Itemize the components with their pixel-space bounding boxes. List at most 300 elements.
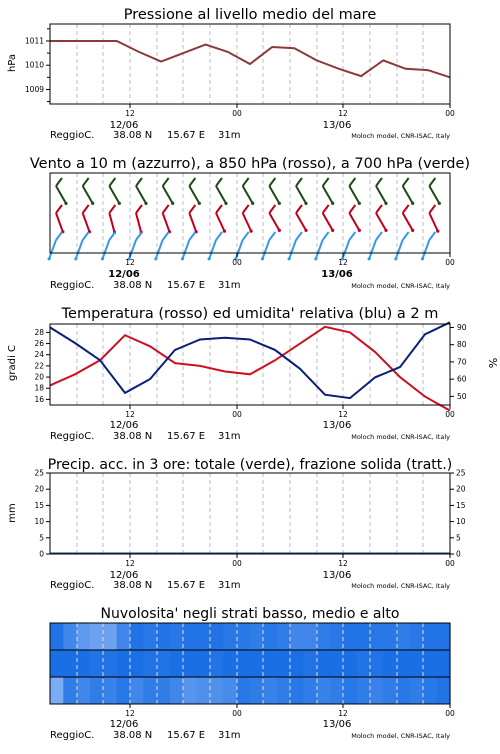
cloud-cell: [277, 623, 291, 650]
wind-barb-tip: [144, 202, 147, 205]
y-tick-label: 10: [34, 517, 44, 527]
cloud-cell: [117, 623, 131, 650]
wind-barb-shaft: [189, 213, 196, 232]
cloud-cell: [223, 650, 237, 677]
wind-barb-tip: [288, 257, 291, 260]
wind-barb-shaft: [403, 213, 413, 230]
wind-barb-shaft: [403, 186, 413, 203]
wind-barb-flag: [136, 178, 142, 186]
y-tick-label: 16: [34, 394, 44, 404]
wind-barb-flag: [109, 232, 115, 240]
cloud-cell: [143, 623, 157, 650]
wind-barb-shaft: [316, 240, 323, 259]
cloud-cell: [357, 650, 371, 677]
pressure-title: Pressione al livello medio del mare: [123, 7, 377, 23]
rh-y-label: %: [486, 357, 499, 369]
wind-barb-flag: [296, 232, 302, 240]
y-right-tick-label: 60: [457, 374, 467, 384]
wind-barb-shaft: [376, 186, 386, 203]
x-tick-label: 00: [445, 709, 455, 718]
wind-barb-tip: [314, 257, 317, 260]
pressure-panel: [7, 7, 455, 141]
cloud-cell: [437, 677, 451, 704]
cloud-cell: [317, 623, 331, 650]
cloud-cell: [330, 677, 344, 704]
cloud-cell: [90, 650, 104, 677]
wind-barb: [349, 178, 361, 205]
wind-barb-shaft: [396, 240, 403, 259]
cloud-cell: [183, 623, 197, 650]
cloud-cell: [437, 650, 451, 677]
wind-barb-shaft: [269, 213, 279, 230]
wind-barb-shaft: [243, 213, 251, 231]
wind-barb-flag: [163, 205, 169, 213]
cloud-cell: [183, 650, 197, 677]
clouds-date-label: 12/06: [109, 719, 139, 730]
wind-barb-flag: [429, 232, 435, 240]
wind-barb-flag: [163, 178, 169, 186]
wind-barb-shaft: [83, 186, 93, 203]
wind-barb-shaft: [216, 186, 226, 203]
cloud-cell: [237, 650, 251, 677]
x-tick-label: 00: [445, 559, 455, 568]
temp-rh-x-ticks: [125, 405, 455, 419]
cloud-cell: [423, 623, 437, 650]
y-right-tick-label: 25: [456, 468, 466, 478]
y-right-tick-label: 20: [456, 484, 466, 494]
wind-barb-tip: [331, 202, 334, 205]
wind-barb-flag: [296, 205, 302, 213]
cloud-cell: [397, 677, 411, 704]
wind-barb: [314, 232, 328, 260]
wind-barb-flag: [189, 232, 195, 240]
cloud-cell: [143, 650, 157, 677]
wind-barb: [269, 205, 281, 232]
wind-barb-tip: [250, 230, 253, 233]
cloud-cell: [197, 623, 211, 650]
wind-barb-flag: [323, 205, 329, 213]
clouds-location-name: ReggioC.: [50, 730, 95, 741]
wind-barb-flag: [56, 205, 62, 213]
wind-barb: [83, 205, 91, 233]
wind-barb: [109, 205, 116, 234]
wind-barb-flag: [216, 178, 222, 186]
cloud-cell: [357, 677, 371, 704]
wind-barb: [243, 205, 253, 233]
x-tick-label: 00: [445, 410, 455, 419]
y-right-tick-label: 15: [456, 500, 466, 510]
wind-barb-flag: [349, 178, 355, 186]
wind-barb-flag: [269, 205, 275, 213]
wind-barb: [403, 205, 415, 232]
precip-y-ticks: [34, 469, 465, 559]
pressure-location-name: ReggioC.: [50, 130, 95, 141]
temp-rh-title: Temperatura (rosso) ed umidita' relativa (blu) a 2 m: [61, 306, 439, 322]
cloud-cell: [157, 650, 171, 677]
cloud-cell: [77, 677, 91, 704]
rh-y-ticks: [450, 323, 467, 401]
wind-barb-shaft: [349, 186, 359, 203]
y-tick-label: 18: [34, 383, 44, 393]
wind-barb-flag: [216, 232, 222, 240]
y-tick-label: 15: [34, 500, 44, 510]
x-tick-label: 12: [125, 709, 135, 718]
clouds-heatmap: [50, 623, 451, 704]
x-tick-label: 12: [125, 109, 135, 118]
cloud-cell: [130, 677, 144, 704]
x-tick-label: 00: [445, 258, 455, 267]
cloud-cell: [397, 623, 411, 650]
wind-barb: [154, 232, 168, 260]
temp-rh-model-credit: Moloch model, CNR-ISAC, Italy: [351, 433, 450, 441]
wind-barb-tip: [304, 202, 307, 205]
clouds-model-credit: Moloch model, CNR-ISAC, Italy: [351, 732, 450, 740]
cloud-cell: [370, 677, 384, 704]
wind-barb-flag: [163, 232, 169, 240]
wind-barb: [296, 205, 308, 232]
cloud-cell: [63, 677, 77, 704]
wind-barb-flag: [323, 178, 329, 186]
cloud-cell: [290, 650, 304, 677]
wind-gridlines: [77, 173, 423, 253]
wind-barb-flag: [403, 178, 409, 186]
wind-barb: [323, 205, 335, 232]
cloud-cell: [410, 623, 424, 650]
wind-barb-shaft: [76, 240, 83, 259]
wind-barb-shaft: [136, 186, 146, 203]
wind-barb-tip: [181, 257, 184, 260]
wind-panel: [30, 156, 470, 291]
precip-y-label: mm: [7, 503, 18, 523]
cloud-cell: [410, 677, 424, 704]
wind-barb-shaft: [56, 186, 66, 203]
wind-barb: [243, 178, 255, 205]
wind-barb-shaft: [102, 240, 109, 259]
wind-barb: [56, 205, 64, 233]
wind-title: Vento a 10 m (azzurro), a 850 hPa (rosso), a 700 hPa (verde): [29, 156, 471, 172]
wind-barb: [109, 178, 121, 205]
y-tick-label: 22: [34, 361, 44, 371]
wind-barb-flag: [403, 232, 409, 240]
wind-barb: [376, 205, 388, 232]
clouds-location-alt: 31m: [218, 730, 241, 741]
pressure-model-credit: Moloch model, CNR-ISAC, Italy: [351, 132, 450, 140]
wind-barb-tip: [64, 202, 67, 205]
wind-barb-tip: [74, 257, 77, 260]
clouds-title: Nuvolosita' negli strati basso, medio e alto: [100, 606, 400, 622]
cloud-cell: [77, 650, 91, 677]
wind-barb-shaft: [429, 186, 439, 203]
wind-barb-shaft: [136, 213, 141, 232]
x-tick-label: 12: [125, 258, 135, 267]
x-tick-label: 12: [338, 559, 348, 568]
wind-barb-tip: [436, 230, 439, 233]
temp-rh-panel: [7, 306, 499, 442]
cloud-cell: [277, 650, 291, 677]
wind-barb-tip: [384, 229, 387, 232]
wind-barb: [189, 205, 197, 233]
wind-barb: [403, 178, 415, 205]
temp-rh-location-lat: 38.08 N: [113, 431, 153, 442]
wind-barb-flag: [83, 205, 89, 213]
temp-y-ticks: [34, 328, 50, 404]
wind-barb: [163, 205, 171, 233]
x-tick-label: 00: [232, 709, 242, 718]
wind-barb-tip: [208, 257, 211, 260]
wind-barb-tip: [411, 202, 414, 205]
wind-barb-shaft: [109, 186, 119, 203]
wind-barb-tip: [251, 202, 254, 205]
clouds-date-label: 13/06: [322, 719, 352, 730]
wind-barb: [394, 232, 408, 260]
wind-barb: [136, 178, 148, 205]
y-right-tick-label: 10: [456, 517, 466, 527]
cloud-cell: [90, 677, 104, 704]
pressure-x-ticks: [125, 104, 455, 118]
cloud-cell: [410, 650, 424, 677]
cloud-cell: [277, 677, 291, 704]
wind-barb-tip: [394, 257, 397, 260]
wind-barb: [429, 178, 441, 205]
y-right-tick-label: 50: [457, 391, 467, 401]
precip-location-name: ReggioC.: [50, 580, 95, 591]
pressure-y-label: hPa: [7, 53, 18, 73]
wind-barb-flag: [376, 205, 382, 213]
wind-barb-shaft: [269, 186, 279, 203]
wind-barb: [74, 232, 88, 260]
wind-barb: [83, 178, 95, 205]
cloud-cell: [290, 677, 304, 704]
wind-barb: [296, 178, 308, 205]
wind-barb-flag: [109, 205, 115, 213]
precip-x-ticks: [125, 554, 455, 568]
cloud-cell: [317, 677, 331, 704]
wind-model-credit: Moloch model, CNR-ISAC, Italy: [351, 282, 450, 290]
wind-barb-tip: [384, 202, 387, 205]
wind-barb-tip: [118, 202, 121, 205]
humidity-series-line: [50, 322, 450, 398]
wind-barb-flag: [376, 232, 382, 240]
cloud-cell: [290, 623, 304, 650]
wind-barb-tip: [421, 257, 424, 260]
y-tick-label: 1010: [24, 60, 44, 70]
wind-barb-flag: [243, 205, 249, 213]
cloud-cell: [157, 623, 171, 650]
cloud-cell: [343, 677, 357, 704]
cloud-cell: [437, 623, 451, 650]
cloud-cell: [303, 677, 317, 704]
cloud-cell: [103, 677, 117, 704]
wind-barb-tip: [154, 257, 157, 260]
wind-barb-tip: [171, 202, 174, 205]
cloud-cell: [330, 650, 344, 677]
wind-barb: [376, 178, 388, 205]
cloud-cell: [263, 677, 277, 704]
cloud-cell: [370, 623, 384, 650]
wind-barb: [269, 178, 281, 205]
precip-title: Precip. acc. in 3 ore: totale (verde), frazione solida (tratt.): [47, 457, 453, 473]
wind-barb: [189, 178, 201, 205]
cloud-cell: [343, 650, 357, 677]
cloud-cell: [183, 677, 197, 704]
wind-barb-shaft: [209, 240, 216, 259]
temp-rh-frame: [50, 324, 450, 405]
y-tick-label: 24: [34, 350, 44, 360]
wind-barb-shaft: [156, 240, 163, 259]
y-right-tick-label: 70: [457, 357, 467, 367]
wind-barb-tip: [368, 257, 371, 260]
cloud-cell: [63, 623, 77, 650]
wind-barb-shaft: [163, 186, 173, 203]
cloud-cell: [223, 623, 237, 650]
wind-barb-flag: [109, 178, 115, 186]
x-tick-label: 12: [338, 109, 348, 118]
wind-barb-shaft: [189, 186, 199, 203]
wind-barb-flag: [376, 178, 382, 186]
wind-barb-tip: [261, 257, 264, 260]
cloud-cell: [330, 623, 344, 650]
cloud-cell: [383, 677, 397, 704]
cloud-cell: [143, 677, 157, 704]
precip-model-credit: Moloch model, CNR-ISAC, Italy: [351, 582, 450, 590]
wind-date-label: 12/06: [108, 269, 140, 280]
wind-barb-shaft: [429, 213, 437, 231]
cloud-cell: [237, 677, 251, 704]
wind-location-name: ReggioC.: [50, 280, 95, 291]
clouds-location-lat: 38.08 N: [113, 730, 153, 741]
pressure-date-label: 12/06: [109, 120, 139, 131]
cloud-cell: [117, 677, 131, 704]
cloud-cell: [210, 623, 224, 650]
wind-barb-shaft: [109, 213, 114, 232]
cloud-cell: [237, 623, 251, 650]
wind-barb-tip: [438, 202, 441, 205]
wind-barb: [429, 205, 439, 233]
x-tick-label: 12: [125, 410, 135, 419]
cloud-cell: [210, 677, 224, 704]
wind-barb-flag: [56, 178, 62, 186]
y-tick-label: 0: [39, 549, 44, 559]
wind-barb-shaft: [83, 213, 90, 232]
cloud-cell: [63, 650, 77, 677]
wind-barb-flag: [429, 205, 435, 213]
y-tick-label: 20: [34, 372, 44, 382]
wind-barb-flag: [243, 178, 249, 186]
cloud-cell: [223, 677, 237, 704]
wind-barb: [136, 205, 143, 234]
x-tick-label: 00: [445, 109, 455, 118]
cloud-cell: [170, 677, 184, 704]
wind-date-label: 13/06: [321, 269, 353, 280]
wind-barb-shaft: [296, 213, 306, 230]
cloud-cell: [343, 623, 357, 650]
cloud-cell: [250, 677, 264, 704]
wind-barb: [216, 205, 226, 233]
wind-barb-flag: [323, 232, 329, 240]
wind-barbs: [48, 178, 441, 260]
wind-barb-shaft: [243, 186, 253, 203]
wind-barb: [323, 178, 335, 205]
wind-barb-tip: [304, 229, 307, 232]
wind-barb-tip: [411, 229, 414, 232]
pressure-location-lat: 38.08 N: [113, 130, 153, 141]
cloud-cell: [397, 650, 411, 677]
cloud-cell: [357, 623, 371, 650]
precip-location-lon: 15.67 E: [167, 580, 206, 591]
wind-barb-flag: [136, 232, 142, 240]
temp-rh-location-alt: 31m: [218, 431, 241, 442]
wind-barb-tip: [101, 257, 104, 260]
y-right-tick-label: 5: [456, 533, 461, 543]
x-tick-label: 00: [232, 410, 242, 419]
wind-barb-shaft: [289, 240, 296, 259]
clouds-x-ticks: [125, 704, 455, 718]
x-tick-label: 00: [232, 258, 242, 267]
x-tick-label: 12: [338, 410, 348, 419]
wind-location-lat: 38.08 N: [113, 280, 153, 291]
wind-barb-shaft: [296, 186, 306, 203]
wind-barb-shaft: [376, 213, 386, 230]
wind-barb-flag: [296, 178, 302, 186]
y-tick-label: 28: [34, 327, 44, 337]
wind-barb-flag: [56, 232, 62, 240]
wind-barb-tip: [331, 229, 334, 232]
cloud-cell: [303, 650, 317, 677]
wind-location-alt: 31m: [218, 280, 241, 291]
wind-barb-shaft: [163, 213, 170, 232]
cloud-cell: [130, 650, 144, 677]
wind-barb: [163, 178, 175, 205]
wind-barb-shaft: [369, 240, 376, 259]
x-tick-label: 12: [125, 559, 135, 568]
x-tick-label: 00: [232, 559, 242, 568]
wind-barb-tip: [278, 229, 281, 232]
wind-barb-shaft: [323, 186, 333, 203]
y-tick-label: 1009: [24, 84, 44, 94]
wind-barb-flag: [83, 178, 89, 186]
wind-barb-tip: [224, 202, 227, 205]
pressure-location-alt: 31m: [218, 130, 241, 141]
temp-y-label: gradi C: [7, 345, 18, 381]
cloud-cell: [423, 677, 437, 704]
x-tick-label: 12: [338, 709, 348, 718]
cloud-cell: [130, 623, 144, 650]
y-right-tick-label: 90: [457, 322, 467, 332]
wind-barb-flag: [349, 205, 355, 213]
cloud-cell: [383, 650, 397, 677]
wind-barb-flag: [136, 205, 142, 213]
cloud-cell: [250, 623, 264, 650]
cloud-cell: [210, 650, 224, 677]
wind-barb-flag: [269, 232, 275, 240]
wind-barb: [234, 232, 248, 260]
wind-barb-shaft: [323, 213, 333, 230]
wind-barb-shaft: [342, 240, 349, 259]
precip-frame: [50, 473, 450, 554]
wind-barb-tip: [48, 257, 51, 260]
wind-barb-shaft: [349, 213, 359, 230]
wind-barb-flag: [269, 178, 275, 186]
cloud-cell: [197, 650, 211, 677]
pressure-date-label: 13/06: [322, 120, 352, 131]
cloud-cell: [77, 623, 91, 650]
cloud-cell: [157, 677, 171, 704]
temp-rh-location-lon: 15.67 E: [167, 431, 206, 442]
wind-barb-tip: [358, 229, 361, 232]
cloud-cell: [103, 650, 117, 677]
cloud-cell: [50, 650, 64, 677]
y-tick-label: 20: [34, 484, 44, 494]
